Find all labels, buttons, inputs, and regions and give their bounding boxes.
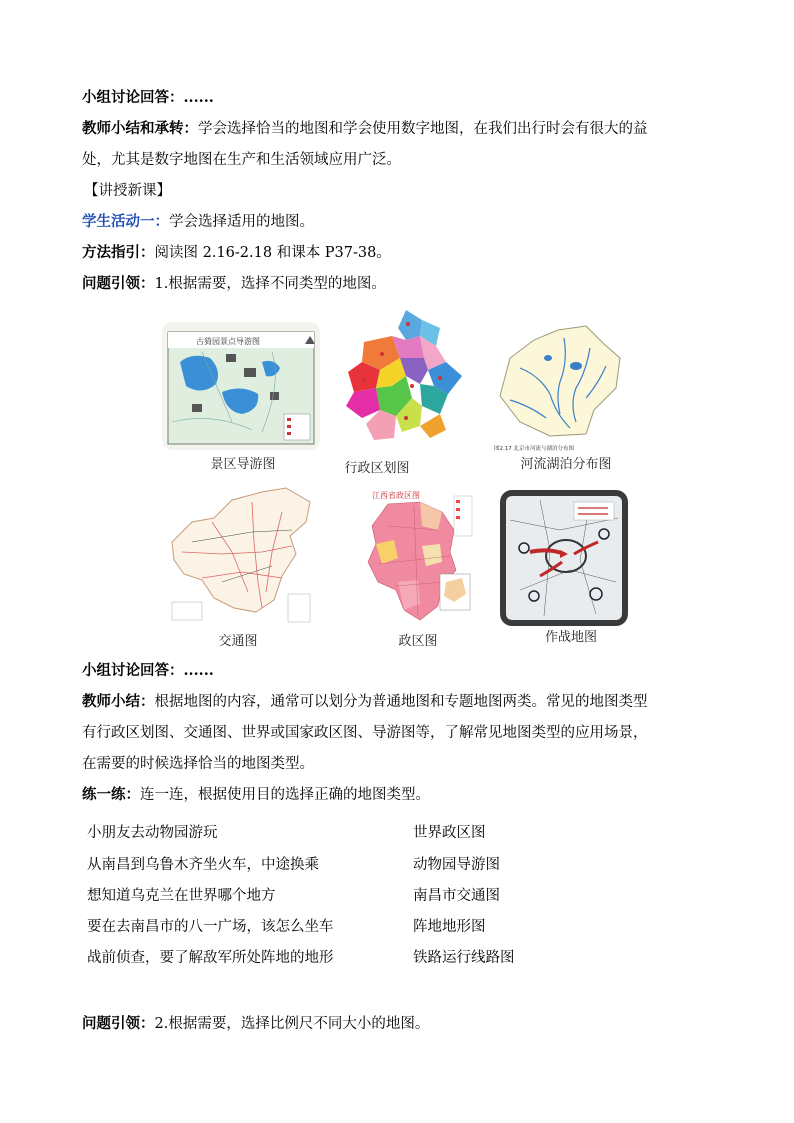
- scenic-guide-map-image: [162, 322, 320, 450]
- teacher-summary-text1: 根据地图的内容，通常可以划分为普通地图和专题地图两类。常见的地图类型: [154, 694, 648, 710]
- matching-right-item: 阵地地形图: [413, 919, 486, 935]
- question1-label: 问题引领：: [82, 275, 155, 292]
- activity1-text: 学会选择适用的地图。: [169, 214, 314, 230]
- question2-label: 问题引领：: [82, 1015, 155, 1032]
- admin-map-caption: 行政区划图: [344, 461, 410, 476]
- teacher-summary-label: 教师小结：: [82, 693, 155, 710]
- practice-line: [82, 785, 430, 805]
- matching-right-item: 铁路运行线路图: [413, 950, 515, 966]
- practice-label: 练一练：: [82, 786, 140, 803]
- question1-line: [82, 274, 386, 294]
- matching-left-item: 从南昌到乌鲁木齐坐火车，中途换乘: [87, 857, 319, 873]
- teacher-summary-line2: 有行政区划图、交通图、世界或国家政区图、导游图等，了解常见地图类型的应用场景，: [82, 725, 648, 741]
- traffic-map-caption: 交通图: [218, 634, 258, 649]
- admin-division-map-image: [336, 306, 476, 454]
- scenic-map-caption: 景区导游图: [210, 457, 276, 472]
- mid-discussion-label: 小组讨论回答：: [82, 662, 184, 679]
- teacher-transition-line1: [82, 119, 648, 139]
- matching-right-item: 世界政区图: [413, 825, 486, 841]
- river-map-caption: 河流湖泊分布图: [520, 457, 612, 472]
- teacher-summary-line3: 在需要的时候选择恰当的地图类型。: [82, 756, 314, 772]
- battle-map-caption: 作战地图: [544, 630, 597, 645]
- matching-left-item: 想知道乌克兰在世界哪个地方: [87, 888, 276, 904]
- political-map-caption: 政区图: [398, 634, 438, 649]
- top-discussion-line: [82, 88, 214, 108]
- matching-left-item: 战前侦查，要了解敌军所处阵地的地形: [87, 950, 334, 966]
- discussion-label: 小组讨论回答：: [82, 89, 184, 106]
- jiangxi-map-title: 江西省政区图: [372, 491, 420, 500]
- matching-left-item: 要在去南昌市的八一广场，该怎么坐车: [87, 919, 334, 935]
- jiangxi-political-map-image: [358, 486, 478, 630]
- river-lake-map-image: [490, 318, 628, 454]
- teacher-transition-label: 教师小结和承转：: [82, 120, 198, 137]
- traffic-map-image: [162, 482, 322, 630]
- activity1-line: [82, 212, 314, 232]
- section-heading: 【讲授新课】: [84, 183, 171, 199]
- teacher-summary-line1: [82, 692, 648, 712]
- scenic-map-title: 古猗园景点导游图: [196, 337, 260, 346]
- matching-left-item: 小朋友去动物园游玩: [87, 825, 218, 841]
- method-guide-line: [82, 243, 391, 263]
- mid-discussion-line: [82, 661, 214, 681]
- question1-text: 1.根据需要，选择不同类型的地图。: [154, 276, 386, 292]
- battle-map-image: [500, 490, 628, 626]
- discussion-text: ......: [183, 89, 214, 106]
- matching-right-item: 动物园导游图: [413, 857, 500, 873]
- teacher-transition-text1: 学会选择恰当的地图和学会使用数字地图，在我们出行时会有很大的益: [198, 121, 648, 137]
- activity1-label: 学生活动一：: [82, 213, 169, 230]
- river-map-small-caption: 图2.17 北京市河流与湖泊分布图: [494, 446, 574, 452]
- question2-text: 2.根据需要，选择比例尺不同大小的地图。: [154, 1016, 430, 1032]
- method-guide-label: 方法指引：: [82, 244, 155, 261]
- method-guide-text: 阅读图 2.16-2.18 和课本 P37-38。: [154, 245, 391, 261]
- matching-right-item: 南昌市交通图: [413, 888, 500, 904]
- practice-text: 连一连，根据使用目的选择正确的地图类型。: [140, 787, 430, 803]
- teacher-transition-line2: 处，尤其是数字地图在生产和生活领域应用广泛。: [82, 152, 401, 168]
- mid-discussion-text: ......: [183, 662, 214, 679]
- question2-line: [82, 1014, 429, 1034]
